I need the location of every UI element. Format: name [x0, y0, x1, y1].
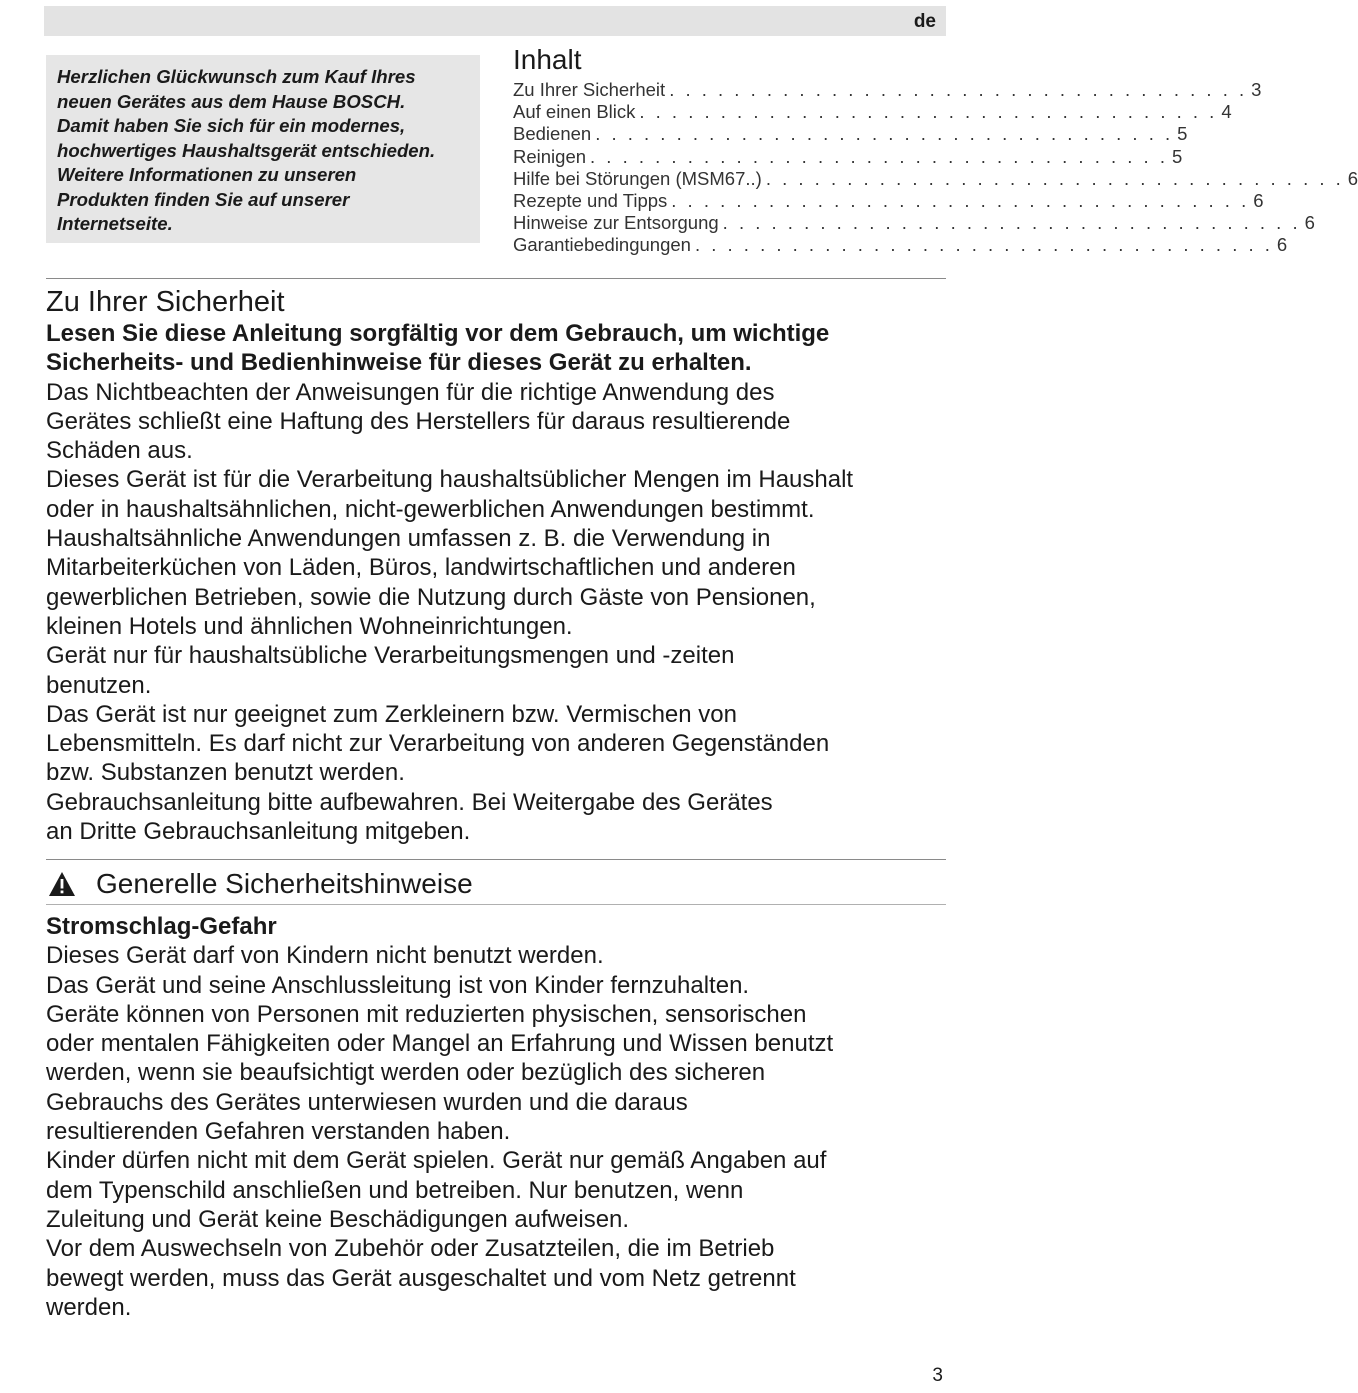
table-of-contents — [513, 42, 1358, 257]
header-bar — [44, 6, 946, 36]
toc-entry-label: Zu Ihrer Sicherheit — [513, 79, 666, 100]
subsection-title: Stromschlag-Gefahr — [46, 913, 277, 940]
body-line: Gebrauchs des Gerätes unterwiesen wurden und die daraus — [46, 1088, 688, 1116]
toc-leader-dots: . . . . . . . . . . . . . . . . . . . . . . . . . . . . . . . . . . . . — [639, 101, 1218, 123]
body-line: Kinder dürfen nicht mit dem Gerät spielen. Gerät nur gemäß Angaben auf — [46, 1147, 827, 1175]
lead-line: Sicherheits- und Bedienhinweise für dieses Gerät zu erhalten. — [46, 349, 752, 377]
body-line: Dieses Gerät ist für die Verarbeitung haushaltsüblicher Mengen im Haushalt — [46, 466, 854, 494]
toc-leader-dots: . . . . . . . . . . . . . . . . . . . . . . . . . . . . . . . . . . . . — [722, 212, 1301, 234]
section-title: Zu Ihrer Sicherheit — [46, 286, 285, 318]
toc-entry[interactable] — [513, 167, 1358, 190]
toc-entry-label: Auf einen Blick — [513, 101, 636, 123]
body-line: Dieses Gerät darf von Kindern nicht benutzt werden. — [46, 942, 604, 970]
toc-leader-dots: . . . . . . . . . . . . . . . . . . . . . . . . . . . . . . . . . . . . — [595, 123, 1174, 145]
toc-entry-label: Garantiebedingungen — [513, 234, 691, 256]
intro-line: hochwertiges Haushaltsgerät entschieden. — [57, 139, 436, 161]
toc-title: Inhalt — [513, 44, 582, 75]
toc-entry[interactable] — [513, 145, 1183, 168]
body-line: bewegt werden, muss das Gerät ausgeschaltet und vom Netz getrennt — [46, 1264, 796, 1292]
toc-leader-dots: . . . . . . . . . . . . . . . . . . . . . . . . . . . . . . . . . . . . — [671, 190, 1250, 212]
section-divider — [46, 859, 946, 860]
body-line: Schäden aus. — [46, 437, 193, 465]
toc-entry-page: 6 — [1276, 234, 1288, 256]
intro-line: Produkten finden Sie auf unserer — [57, 188, 350, 210]
toc-entry-page: 3 — [1251, 79, 1262, 100]
body-line: gewerblichen Betrieben, sowie die Nutzung durch Gäste von Pensionen, — [46, 583, 816, 611]
toc-leader-dots: . . . . . . . . . . . . . . . . . . . . . . . . . . . . . . . . . . . . — [694, 234, 1273, 256]
toc-entry-label: Bedienen — [513, 123, 592, 145]
toc-entry-page: 5 — [1171, 145, 1183, 167]
general-safety-section — [46, 912, 946, 1322]
body-line: Lebensmitteln. Es darf nicht zur Verarbeitung von anderen Gegenständen — [46, 730, 830, 758]
warning-triangle-icon — [48, 871, 76, 897]
body-line: Das Gerät ist nur geeignet zum Zerkleinern bzw. Vermischen von — [46, 700, 737, 728]
safety-section — [46, 285, 946, 846]
intro-box — [46, 55, 480, 243]
toc-entry[interactable] — [513, 212, 1315, 234]
body-line: oder mentalen Fähigkeiten oder Mangel an Erfahrung und Wissen benutzt — [46, 1030, 834, 1058]
intro-line: Damit haben Sie sich für ein modernes, — [57, 115, 406, 136]
toc-entry-page: 6 — [1253, 190, 1264, 212]
body-line: Das Gerät und seine Anschlussleitung ist von Kinder fernzuhalten. — [46, 971, 750, 999]
body-line: kleinen Hotels und ähnlichen Wohneinrichtungen. — [46, 612, 573, 640]
toc-entry[interactable] — [513, 123, 1188, 145]
language-code: de — [913, 11, 936, 32]
body-line: dem Typenschild anschließen und betreiben. Nur benutzen, wenn — [46, 1176, 744, 1204]
toc-entry[interactable] — [513, 79, 1262, 101]
toc-entry-label: Rezepte und Tipps — [513, 190, 668, 212]
toc-entry-label: Hinweise zur Entsorgung — [513, 212, 719, 234]
lead-line: Lesen Sie diese Anleitung sorgfältig vor dem Gebrauch, um wichtige — [46, 320, 830, 347]
body-line: Gerät nur für haushaltsübliche Verarbeitungsmengen und -zeiten — [46, 642, 735, 670]
toc-leader-dots: . . . . . . . . . . . . . . . . . . . . . . . . . . . . . . . . . . . . — [590, 145, 1168, 167]
body-line: an Dritte Gebrauchsanleitung mitgeben. — [46, 818, 471, 846]
body-line: Haushaltsähnliche Anwendungen umfassen z. B. die Verwendung in — [46, 525, 771, 553]
body-line: oder in haushaltsähnlichen, nicht-gewerblichen Anwendungen bestimmt. — [46, 495, 815, 523]
body-line: Mitarbeiterküchen von Läden, Büros, landwirtschaftlichen und anderen — [46, 554, 796, 582]
toc-entry-page: 5 — [1177, 123, 1188, 145]
body-line: Vor dem Auswechseln von Zubehör oder Zusatzteilen, die im Betrieb — [46, 1235, 775, 1263]
intro-line: Weitere Informationen zu unseren — [57, 164, 357, 185]
section-divider — [46, 904, 946, 905]
toc-entry-label: Hilfe bei Störungen (MSM67..) — [513, 167, 762, 189]
body-line: Gebrauchsanleitung bitte aufbewahren. Bei Weitergabe des Gerätes — [46, 788, 773, 816]
body-line: Geräte können von Personen mit reduzierten physischen, sensorischen — [46, 1000, 807, 1028]
body-line: Zuleitung und Gerät keine Beschädigungen aufweisen. — [46, 1205, 630, 1233]
toc-entry-page: 6 — [1347, 167, 1358, 189]
toc-entry[interactable] — [513, 101, 1232, 123]
body-line: Das Nichtbeachten der Anweisungen für die richtige Anwendung des — [46, 378, 775, 406]
toc-entry[interactable] — [513, 234, 1288, 256]
page-number: 3 — [932, 1365, 943, 1386]
intro-line: neuen Gerätes aus dem Hause BOSCH. — [57, 90, 406, 112]
section-title: Generelle Sicherheitshinweise — [96, 868, 473, 899]
toc-entry-label: Reinigen — [513, 145, 587, 167]
body-line: bzw. Substanzen benutzt werden. — [46, 759, 405, 787]
body-line: benutzen. — [46, 671, 152, 699]
toc-leader-dots: . . . . . . . . . . . . . . . . . . . . . . . . . . . . . . . . . . . . — [669, 79, 1248, 100]
general-safety-heading — [46, 864, 946, 904]
toc-entry-page: 6 — [1304, 212, 1315, 234]
body-line: resultierenden Gefahren verstanden haben. — [46, 1118, 511, 1146]
toc-leader-dots: . . . . . . . . . . . . . . . . . . . . . . . . . . . . . . . . . . . . — [765, 167, 1344, 189]
intro-line: Internetseite. — [57, 213, 173, 234]
section-divider — [46, 278, 946, 279]
body-line: werden. — [46, 1293, 132, 1321]
intro-line: Herzlichen Glückwunsch zum Kauf Ihres — [57, 66, 416, 87]
body-line: werden, wenn sie beaufsichtigt werden oder bezüglich des sicheren — [46, 1059, 766, 1087]
toc-entry-page: 4 — [1221, 101, 1232, 123]
body-line: Gerätes schließt eine Haftung des Herstellers für daraus resultierende — [46, 407, 791, 435]
toc-entry[interactable] — [513, 190, 1264, 212]
